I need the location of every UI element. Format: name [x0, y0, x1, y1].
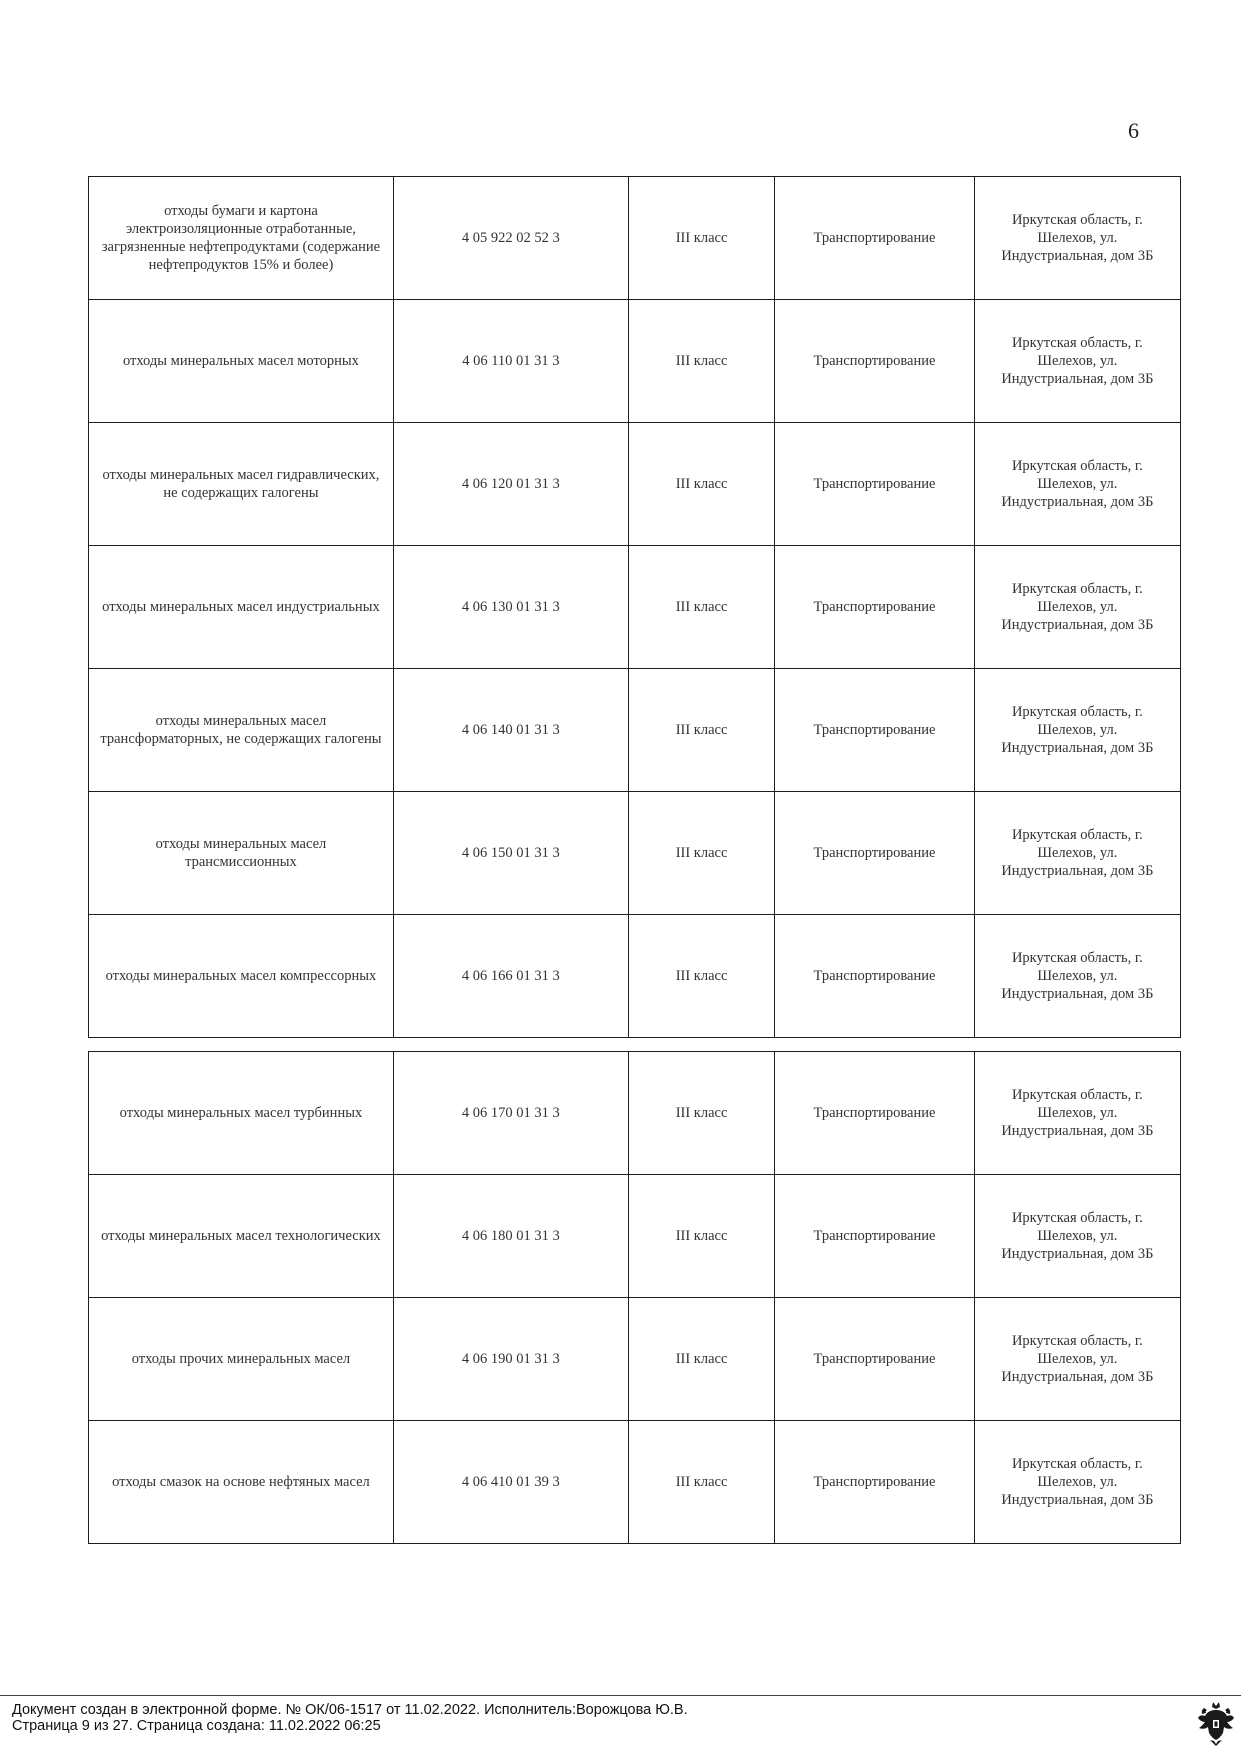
activity-cell: Транспортирование: [775, 915, 975, 1038]
activity-cell: Транспортирование: [775, 1052, 975, 1175]
waste-name-cell: отходы минеральных масел индустриальных: [89, 546, 394, 669]
table-row: [89, 1175, 1181, 1298]
table-row: [89, 1298, 1181, 1421]
activity-cell: Транспортирование: [775, 423, 975, 546]
waste-code-cell: 4 06 130 01 31 3: [393, 546, 628, 669]
footer-divider: [0, 1695, 1241, 1696]
waste-code-cell: 4 05 922 02 52 3: [393, 177, 628, 300]
waste-name-cell: отходы минеральных масел трансформаторных, не содержащих галогены: [89, 669, 394, 792]
table-row: [89, 546, 1181, 669]
table-row: [89, 669, 1181, 792]
hazard-class-cell: III класс: [628, 1175, 774, 1298]
hazard-class-cell: III класс: [628, 1421, 774, 1544]
waste-name-cell: отходы смазок на основе нефтяных масел: [89, 1421, 394, 1544]
table-row: [89, 1421, 1181, 1544]
waste-code-cell: 4 06 166 01 31 3: [393, 915, 628, 1038]
waste-code-cell: 4 06 190 01 31 3: [393, 1298, 628, 1421]
address-cell: Иркутская область, г. Шелехов, ул. Индустриальная, дом 3Б: [974, 177, 1180, 300]
hazard-class-cell: III класс: [628, 1052, 774, 1175]
waste-code-cell: 4 06 120 01 31 3: [393, 423, 628, 546]
hazard-class-cell: III класс: [628, 915, 774, 1038]
waste-table-part-2: [88, 1051, 1181, 1544]
waste-code-cell: 4 06 410 01 39 3: [393, 1421, 628, 1544]
waste-code-cell: 4 06 110 01 31 3: [393, 300, 628, 423]
hazard-class-cell: III класс: [628, 1298, 774, 1421]
activity-cell: Транспортирование: [775, 1175, 975, 1298]
waste-name-cell: отходы минеральных масел компрессорных: [89, 915, 394, 1038]
footer-document-info: Документ создан в электронной форме. № ОК/06-1517 от 11.02.2022. Исполнитель:Ворожцова Ю.В.: [12, 1702, 688, 1718]
waste-code-cell: 4 06 150 01 31 3: [393, 792, 628, 915]
waste-name-cell: отходы минеральных масел турбинных: [89, 1052, 394, 1175]
table-row: [89, 1052, 1181, 1175]
waste-name-cell: отходы прочих минеральных масел: [89, 1298, 394, 1421]
waste-name-cell: отходы минеральных масел трансмиссионных: [89, 792, 394, 915]
hazard-class-cell: III класс: [628, 177, 774, 300]
waste-name-cell: отходы минеральных масел технологических: [89, 1175, 394, 1298]
waste-table-part-1: [88, 176, 1181, 1038]
activity-cell: Транспортирование: [775, 177, 975, 300]
double-headed-eagle-emblem-icon: [1196, 1700, 1236, 1748]
activity-cell: Транспортирование: [775, 546, 975, 669]
activity-cell: Транспортирование: [775, 1421, 975, 1544]
waste-code-cell: 4 06 140 01 31 3: [393, 669, 628, 792]
activity-cell: Транспортирование: [775, 792, 975, 915]
waste-code-cell: 4 06 180 01 31 3: [393, 1175, 628, 1298]
waste-name-cell: отходы минеральных масел гидравлических, не содержащих галогены: [89, 423, 394, 546]
table-row: [89, 177, 1181, 300]
hazard-class-cell: III класс: [628, 669, 774, 792]
waste-name-cell: отходы бумаги и картона электроизоляционные отработанные, загрязненные нефтепродуктами (содержание нефтепродуктов 15% и более): [89, 177, 394, 300]
waste-name-cell: отходы минеральных масел моторных: [89, 300, 394, 423]
table-row: [89, 792, 1181, 915]
address-cell: Иркутская область, г. Шелехов, ул. Индустриальная, дом 3Б: [974, 1421, 1180, 1544]
address-cell: Иркутская область, г. Шелехов, ул. Индустриальная, дом 3Б: [974, 300, 1180, 423]
address-cell: Иркутская область, г. Шелехов, ул. Индустриальная, дом 3Б: [974, 915, 1180, 1038]
hazard-class-cell: III класс: [628, 423, 774, 546]
page-number: 6: [1128, 118, 1139, 143]
address-cell: Иркутская область, г. Шелехов, ул. Индустриальная, дом 3Б: [974, 1175, 1180, 1298]
activity-cell: Транспортирование: [775, 1298, 975, 1421]
address-cell: Иркутская область, г. Шелехов, ул. Индустриальная, дом 3Б: [974, 423, 1180, 546]
address-cell: Иркутская область, г. Шелехов, ул. Индустриальная, дом 3Б: [974, 792, 1180, 915]
hazard-class-cell: III класс: [628, 546, 774, 669]
address-cell: Иркутская область, г. Шелехов, ул. Индустриальная, дом 3Б: [974, 546, 1180, 669]
hazard-class-cell: III класс: [628, 300, 774, 423]
table-row: [89, 300, 1181, 423]
address-cell: Иркутская область, г. Шелехов, ул. Индустриальная, дом 3Б: [974, 1052, 1180, 1175]
activity-cell: Транспортирование: [775, 300, 975, 423]
footer: [12, 1702, 688, 1734]
hazard-class-cell: III класс: [628, 792, 774, 915]
footer-page-info: Страница 9 из 27. Страница создана: 11.02.2022 06:25: [12, 1718, 381, 1734]
waste-code-cell: 4 06 170 01 31 3: [393, 1052, 628, 1175]
address-cell: Иркутская область, г. Шелехов, ул. Индустриальная, дом 3Б: [974, 669, 1180, 792]
activity-cell: Транспортирование: [775, 669, 975, 792]
table-row: [89, 915, 1181, 1038]
address-cell: Иркутская область, г. Шелехов, ул. Индустриальная, дом 3Б: [974, 1298, 1180, 1421]
table-row: [89, 423, 1181, 546]
